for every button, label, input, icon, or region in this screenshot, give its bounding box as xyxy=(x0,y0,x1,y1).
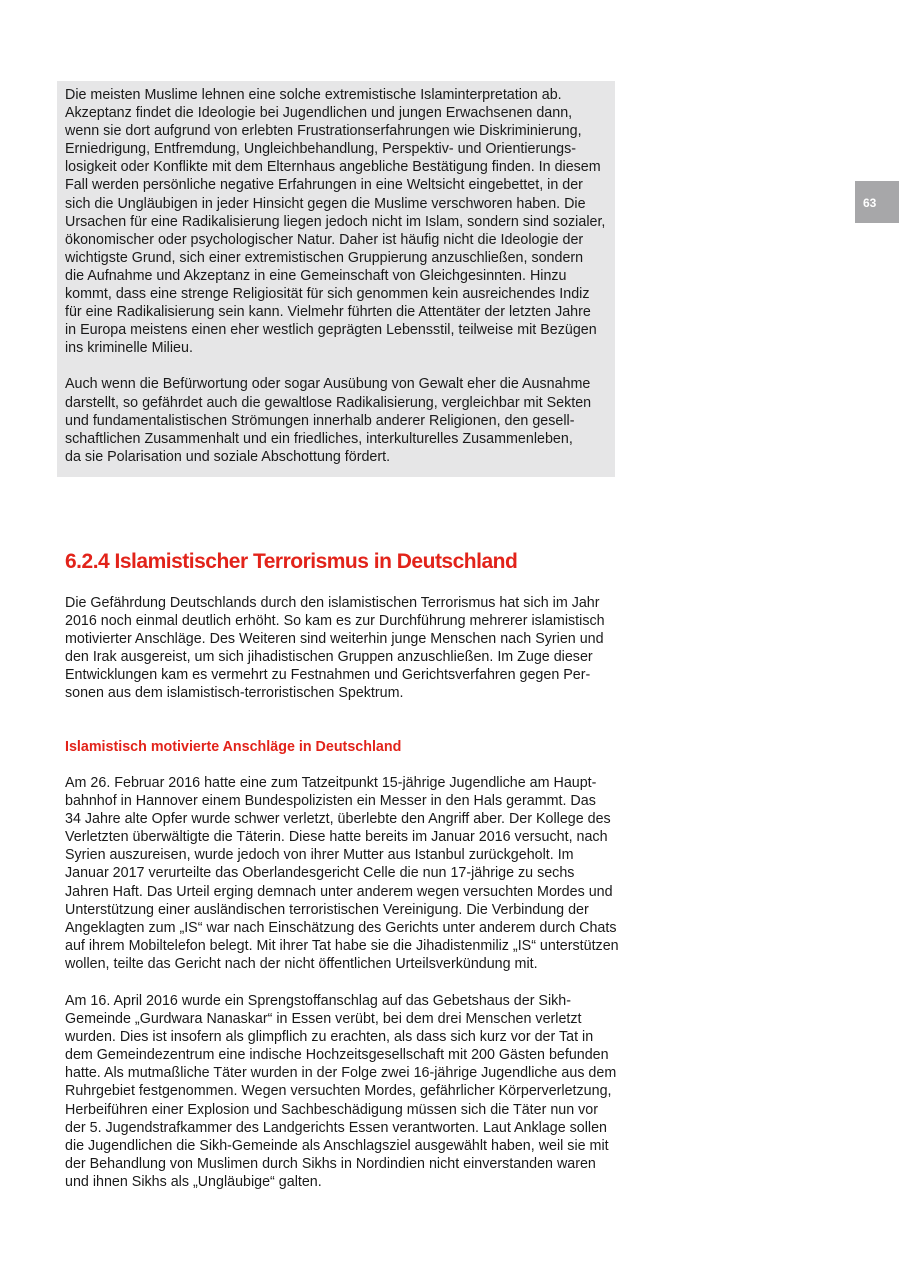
info-box xyxy=(57,81,615,477)
text-line: Die meisten Muslime lehnen eine solche extremistische Islaminterpretation ab. xyxy=(65,87,562,103)
text-line: wenn sie dort aufgrund von erlebten Frustrationserfahrungen wie Diskriminierung, xyxy=(65,123,582,140)
section-heading: 6.2.4 Islamistischer Terrorismus in Deutschland xyxy=(65,550,518,573)
text-line: Ursachen für eine Radikalisierung liegen jedoch nicht im Islam, sondern sind sozialer, xyxy=(65,213,606,230)
text-line: sich die Ungläubigen in jeder Hinsicht gegen die Muslime verschworen haben. Die xyxy=(65,195,586,212)
subsection-heading: Islamistisch motivierte Anschläge in Deutschland xyxy=(65,739,402,755)
text-line: Entwicklungen kam es vermehrt zu Festnahmen und Gerichtsverfahren gegen Per- xyxy=(65,667,591,684)
text-line: Unterstützung einer ausländischen terroristischen Vereinigung. Die Verbindung der xyxy=(65,901,589,918)
text-line: hatte. Als mutmaßliche Täter wurden in der Folge zwei 16-jährige Jugendliche aus dem xyxy=(65,1065,617,1082)
text-line: Jahren Haft. Das Urteil erging demnach unter anderem wegen versuchten Mordes und xyxy=(65,883,613,900)
page-number: 63 xyxy=(863,196,877,210)
text-line: Erniedrigung, Entfremdung, Ungleichbehandlung, Perspektiv- und Orientierungs- xyxy=(65,141,577,158)
text-line: da sie Polarisation und soziale Abschottung fördert. xyxy=(65,448,391,465)
text-line: die Aufnahme und Akzeptanz in eine Gemeinschaft von Gleichgesinnten. Hinzu xyxy=(65,267,567,284)
text-line: bahnhof in Hannover einem Bundespolizisten ein Messer in den Hals gerammt. Das xyxy=(65,793,596,810)
text-line: Verletzten überwältigte die Täterin. Diese hatte bereits im Januar 2016 versucht, nach xyxy=(65,829,608,846)
text-line: den Irak ausgereist, um sich jihadistischen Gruppen anzuschließen. Im Zuge dieser xyxy=(65,649,593,666)
info-box-paragraph-2 xyxy=(65,375,607,465)
text-line: 2016 noch einmal deutlich erhöht. So kam es zur Durchführung mehrerer islamistisch xyxy=(65,613,605,630)
text-line: ins kriminelle Milieu. xyxy=(65,340,193,357)
text-line: die Jugendlichen die Sikh-Gemeinde als Anschlagsziel ausgewählt haben, weil sie mit xyxy=(65,1137,609,1154)
text-line: und ihnen Sikhs als „Ungläubige“ galten. xyxy=(65,1173,322,1190)
paragraph-hannover xyxy=(65,774,625,973)
text-line: wurden. Dies ist insofern als glimpflich zu erachten, als dass sich kurz vor der Tat in xyxy=(65,1029,594,1046)
text-line: schaftlichen Zusammenhalt und ein friedliches, interkulturelles Zusammenleben, xyxy=(65,430,573,447)
text-line: losigkeit oder Konflikte mit dem Elternhaus angebliche Bestätigung finden. In diesem xyxy=(65,159,601,176)
paragraph-essen xyxy=(65,992,625,1191)
text-line: der 5. Jugendstrafkammer des Landgerichts Essen verantworten. Laut Anklage sollen xyxy=(65,1119,608,1136)
text-line: sonen aus dem islamistisch-terroristischen Spektrum. xyxy=(65,685,404,702)
text-line: wichtigste Grund, sich einer extremistischen Gruppierung anzuschließen, sondern xyxy=(65,249,584,266)
section-intro xyxy=(65,594,625,703)
text-line: Akzeptanz findet die Ideologie bei Jugendlichen und jungen Erwachsenen dann, xyxy=(65,105,573,122)
info-box-paragraph-1 xyxy=(65,86,607,357)
text-line: Syrien auszureisen, wurde jedoch von ihrer Mutter aus Istanbul zurückgeholt. Im xyxy=(65,847,574,864)
text-line: 34 Jahre alte Opfer wurde schwer verletzt, überlebte den Angriff aber. Der Kollege des xyxy=(65,811,611,828)
text-line: Gemeinde „Gurdwara Nanaskar“ in Essen verübt, bei dem drei Menschen verletzt xyxy=(65,1011,582,1028)
text-line: kommt, dass eine strenge Religiosität für sich genommen kein ausreichendes Indiz xyxy=(65,286,590,303)
text-line: auf ihrem Mobiltelefon belegt. Mit ihrer Tat habe sie die Jihadistenmiliz „IS“ unterstützen xyxy=(65,937,619,954)
text-line: wollen, teilte das Gericht nach der nicht öffentlichen Urteilsverkündung mit. xyxy=(65,955,538,972)
text-line: für eine Radikalisierung sein kann. Vielmehr führten die Attentäter der letzten Jahre xyxy=(65,304,591,321)
text-line: ökonomischer oder psychologischer Natur. Daher ist häufig nicht die Ideologie der xyxy=(65,231,584,248)
text-line: Fall werden persönliche negative Erfahrungen in eine Weltsicht eingebettet, in der xyxy=(65,177,583,194)
text-line: Herbeiführen einer Explosion und Sachbeschädigung müssen sich die Täter nun vor xyxy=(65,1101,599,1118)
text-line: Angeklagten zum „IS“ war nach Einschätzung des Gerichts unter anderem durch Chats xyxy=(65,919,617,936)
text-line: der Behandlung von Muslimen durch Sikhs in Nordindien nicht einverstanden waren xyxy=(65,1155,596,1172)
paragraph-gap xyxy=(65,357,607,375)
text-line: dem Gemeindezentrum eine indische Hochzeitsgesellschaft mit 200 Gästen befunden xyxy=(65,1047,609,1064)
text-line: Am 26. Februar 2016 hatte eine zum Tatzeitpunkt 15-jährige Jugendliche am Haupt- xyxy=(65,775,597,791)
text-line: und fundamentalistischen Strömungen innerhalb anderer Religionen, den gesell- xyxy=(65,412,575,429)
text-line: Auch wenn die Befürwortung oder sogar Ausübung von Gewalt eher die Ausnahme xyxy=(65,376,591,393)
text-line: in Europa meistens einen eher westlich geprägten Lebensstil, teilweise mit Bezügen xyxy=(65,322,597,339)
page-number-tab xyxy=(855,181,899,223)
text-line: Am 16. April 2016 wurde ein Sprengstoffanschlag auf das Gebetshaus der Sikh- xyxy=(65,993,571,1009)
text-line: Januar 2017 verurteilte das Oberlandesgericht Celle die nun 17-jährige zu sechs xyxy=(65,865,575,882)
text-line: Die Gefährdung Deutschlands durch den islamistischen Terrorismus hat sich im Jahr xyxy=(65,595,600,611)
text-line: darstellt, so gefährdet auch die gewaltlose Radikalisierung, vergleichbar mit Sekten xyxy=(65,394,592,411)
text-line: Ruhrgebiet festgenommen. Wegen versuchten Mordes, gefährlicher Körperverletzung, xyxy=(65,1083,612,1100)
text-line: motivierter Anschläge. Des Weiteren sind weiterhin junge Menschen nach Syrien und xyxy=(65,631,604,648)
